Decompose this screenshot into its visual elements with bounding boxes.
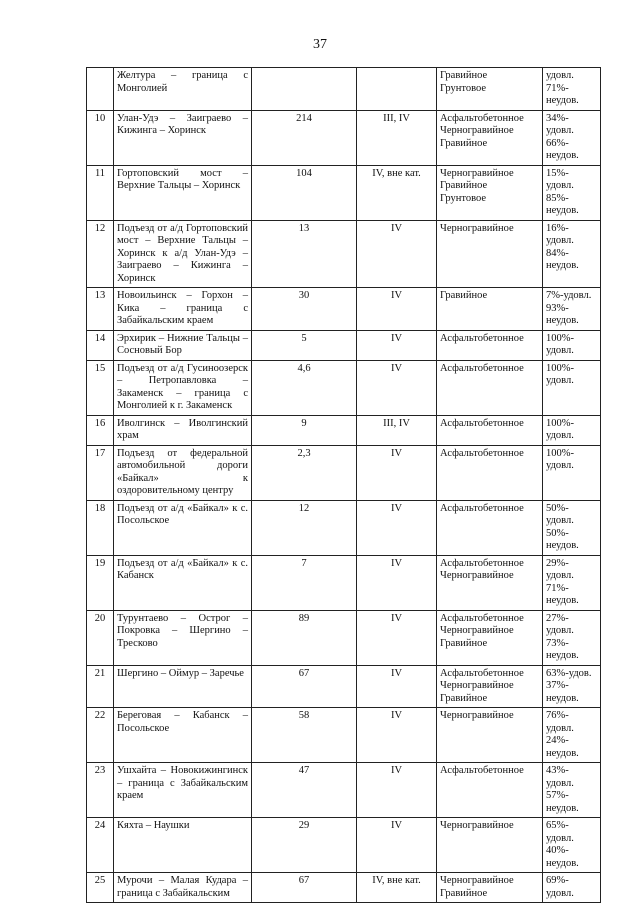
row-number-cell: 19 (87, 555, 114, 610)
surface-type-item: Черногравийное (440, 570, 514, 581)
condition-cell (543, 330, 601, 360)
road-length-cell: 30 (252, 288, 357, 331)
condition-cell (543, 610, 601, 665)
condition-cell (543, 415, 601, 445)
surface-type-item: Гравийное (440, 887, 488, 899)
road-length-cell: 12 (252, 500, 357, 555)
road-category-cell: IV (357, 445, 437, 500)
road-category-cell: IV, вне кат. (357, 873, 437, 903)
road-name-cell: Желтура – граница с Монголией (114, 68, 252, 111)
surface-type-item: Черногравийное (440, 875, 514, 886)
surface-type-cell (437, 500, 543, 555)
condition-cell (543, 288, 601, 331)
condition-cell (543, 708, 601, 763)
surface-type-cell (437, 110, 543, 165)
condition-item: 73%- (546, 637, 569, 649)
road-name-cell: Новоильинск – Горхон – Кика – граница с Забайкальским краем (114, 288, 252, 331)
road-name-cell: Подъезд от а/д Гортоповский мост – Верхние Тальцы – Хоринск к а/д Улан-Удэ – Заиграево – Кижинга – Хоринск (114, 220, 252, 288)
road-name-cell: Подъезд от а/д «Байкал» к с. Кабанск (114, 555, 252, 610)
row-number-cell: 15 (87, 360, 114, 415)
table-row (87, 610, 601, 665)
condition-item: удовл. (546, 430, 574, 441)
surface-type-cell (437, 288, 543, 331)
road-length-cell: 67 (252, 873, 357, 903)
row-number-cell: 20 (87, 610, 114, 665)
condition-item: неудов. (546, 650, 579, 661)
row-number-cell: 16 (87, 415, 114, 445)
condition-item: 40%- (546, 845, 569, 856)
surface-type-item: Черногравийное (440, 222, 514, 234)
table-row (87, 288, 601, 331)
table-row (87, 818, 601, 873)
condition-item: 100%- (546, 447, 574, 459)
surface-type-item: Черногравийное (440, 680, 514, 691)
road-length-cell: 13 (252, 220, 357, 288)
row-number-cell: 25 (87, 873, 114, 903)
surface-type-cell (437, 415, 543, 445)
table-row (87, 665, 601, 708)
road-length-cell: 214 (252, 110, 357, 165)
road-name-cell: Иволгинск – Иволгинский храм (114, 415, 252, 445)
condition-item: удовл. (546, 125, 574, 136)
surface-type-item: Асфальтобетонное (440, 612, 524, 624)
road-length-cell: 58 (252, 708, 357, 763)
condition-item: неудов. (546, 315, 579, 326)
surface-type-cell (437, 708, 543, 763)
road-length-cell: 47 (252, 763, 357, 818)
surface-type-cell (437, 610, 543, 665)
condition-item: 65%- (546, 820, 569, 831)
surface-type-cell (437, 818, 543, 873)
surface-type-item: Черногравийное (440, 167, 514, 179)
road-name-cell: Подъезд от а/д «Байкал» к с. Посольское (114, 500, 252, 555)
condition-item: удовл. (546, 345, 574, 356)
table-row (87, 415, 601, 445)
table-row (87, 330, 601, 360)
surface-type-item: Черногравийное (440, 710, 514, 721)
road-length-cell: 89 (252, 610, 357, 665)
surface-type-cell (437, 360, 543, 415)
road-category-cell: IV (357, 288, 437, 331)
condition-cell (543, 665, 601, 708)
road-name-cell: Береговая – Кабанск – Посольское (114, 708, 252, 763)
roads-table-body (87, 68, 601, 903)
road-category-cell (357, 68, 437, 111)
surface-type-cell (437, 330, 543, 360)
surface-type-item: Гравийное (440, 70, 488, 81)
condition-item: удовл. (546, 722, 574, 734)
row-number-cell: 21 (87, 665, 114, 708)
condition-item: 57%- (546, 790, 569, 801)
condition-item: 27%- (546, 612, 569, 624)
condition-item: 100%- (546, 362, 574, 374)
condition-item: неудов. (546, 747, 579, 759)
condition-item: 29%- (546, 557, 569, 569)
condition-item: 15%- (546, 167, 569, 179)
road-category-cell: IV (357, 610, 437, 665)
surface-type-item: Гравийное (440, 137, 488, 149)
table-row (87, 165, 601, 220)
condition-cell (543, 555, 601, 610)
table-row (87, 555, 601, 610)
surface-type-item: Асфальтобетонное (440, 362, 524, 374)
road-name-cell: Подъезд от а/д Гусиноозерск – Петропавловка – Закаменск – граница с Монголией к г. Закаменск (114, 360, 252, 415)
condition-item: неудов. (546, 205, 579, 216)
surface-type-item: Черногравийное (440, 820, 514, 831)
condition-cell (543, 110, 601, 165)
road-name-cell: Мурочи – Малая Кудара – граница с Забайкальским (114, 873, 252, 903)
surface-type-item: Асфальтобетонное (440, 667, 524, 679)
condition-item: 93%- (546, 302, 569, 314)
condition-item: неудов. (546, 150, 579, 161)
condition-item: 24%- (546, 735, 569, 746)
surface-type-item: Гравийное (440, 290, 488, 301)
table-row (87, 110, 601, 165)
row-number-cell (87, 68, 114, 111)
surface-type-item: Асфальтобетонное (440, 447, 524, 459)
surface-type-item: Гравийное (440, 692, 488, 704)
surface-type-item: Асфальтобетонное (440, 332, 524, 344)
condition-item: удовл. (546, 887, 574, 899)
condition-cell (543, 818, 601, 873)
condition-item: 71%- (546, 82, 569, 94)
condition-item: удовл. (546, 570, 574, 581)
road-category-cell: III, IV (357, 415, 437, 445)
condition-item: 66%- (546, 137, 569, 149)
road-category-cell: IV, вне кат. (357, 165, 437, 220)
condition-item: 100%- (546, 417, 574, 429)
surface-type-item: Черногравийное (440, 625, 514, 636)
surface-type-item: Асфальтобетонное (440, 502, 524, 514)
row-number-cell: 13 (87, 288, 114, 331)
condition-cell (543, 220, 601, 288)
table-row (87, 220, 601, 288)
condition-item: неудов. (546, 802, 579, 814)
road-name-cell: Улан-Удэ – Заиграево – Кижинга – Хоринск (114, 110, 252, 165)
surface-type-item: Асфальтобетонное (440, 557, 524, 569)
table-row (87, 445, 601, 500)
condition-item: удовл. (546, 515, 574, 526)
surface-type-item: Асфальтобетонное (440, 765, 524, 776)
condition-item: удовл. (546, 180, 574, 191)
table-row (87, 763, 601, 818)
road-category-cell: IV (357, 360, 437, 415)
condition-item: неудов. (546, 95, 579, 106)
surface-type-cell (437, 763, 543, 818)
condition-cell (543, 445, 601, 500)
condition-item: 84%- (546, 247, 569, 259)
condition-item: удовл. (546, 375, 574, 386)
road-category-cell: IV (357, 500, 437, 555)
road-category-cell: IV (357, 220, 437, 288)
road-length-cell: 9 (252, 415, 357, 445)
road-length-cell: 29 (252, 818, 357, 873)
surface-type-cell (437, 873, 543, 903)
page-number: 37 (313, 37, 327, 52)
road-name-cell: Подъезд от федеральной автомобильной дороги «Байкал» к оздоровительному центру (114, 445, 252, 500)
row-number-cell: 11 (87, 165, 114, 220)
condition-item: 50%- (546, 502, 569, 514)
row-number-cell: 23 (87, 763, 114, 818)
road-category-cell: IV (357, 763, 437, 818)
condition-item: 71%- (546, 582, 569, 594)
road-category-cell: IV (357, 708, 437, 763)
road-length-cell: 104 (252, 165, 357, 220)
table-row (87, 360, 601, 415)
condition-cell (543, 165, 601, 220)
surface-type-cell (437, 68, 543, 111)
condition-item: 16%- (546, 222, 569, 234)
surface-type-item: Асфальтобетонное (440, 112, 524, 124)
row-number-cell: 10 (87, 110, 114, 165)
condition-item: удовл. (546, 235, 574, 246)
row-number-cell: 17 (87, 445, 114, 500)
row-number-cell: 12 (87, 220, 114, 288)
surface-type-item: Асфальтобетонное (440, 417, 524, 429)
surface-type-cell (437, 665, 543, 708)
table-row (87, 708, 601, 763)
road-length-cell (252, 68, 357, 111)
surface-type-item: Гравийное (440, 637, 488, 649)
condition-cell (543, 873, 601, 903)
road-name-cell: Гортоповский мост – Верхние Тальцы – Хоринск (114, 165, 252, 220)
condition-item: неудов. (546, 692, 579, 704)
condition-item: удовл. (546, 460, 574, 471)
condition-item: 34%- (546, 112, 569, 124)
condition-item: удовл. (546, 70, 574, 81)
condition-item: 85%- (546, 192, 569, 204)
road-length-cell: 67 (252, 665, 357, 708)
surface-type-cell (437, 555, 543, 610)
condition-item: неудов. (546, 595, 579, 606)
condition-item: удовл. (546, 777, 574, 789)
road-length-cell: 2,3 (252, 445, 357, 500)
condition-cell (543, 500, 601, 555)
condition-item: 100%- (546, 332, 574, 344)
row-number-cell: 24 (87, 818, 114, 873)
road-category-cell: IV (357, 665, 437, 708)
surface-type-cell (437, 220, 543, 288)
condition-item: 7%-удовл. (546, 290, 592, 301)
road-name-cell: Эрхирик – Нижние Тальцы – Сосновый Бор (114, 330, 252, 360)
condition-item: 43%- (546, 765, 569, 776)
surface-type-item: Грунтовое (440, 192, 487, 204)
row-number-cell: 22 (87, 708, 114, 763)
road-length-cell: 4,6 (252, 360, 357, 415)
surface-type-cell (437, 165, 543, 220)
condition-item: 37%- (546, 680, 569, 691)
row-number-cell: 18 (87, 500, 114, 555)
road-name-cell: Шергино – Оймур – Заречье (114, 665, 252, 708)
road-category-cell: IV (357, 330, 437, 360)
road-category-cell: IV (357, 555, 437, 610)
row-number-cell: 14 (87, 330, 114, 360)
condition-item: 69%- (546, 875, 569, 886)
road-name-cell: Ушхайта – Новокижингинск – граница с Забайкальским краем (114, 763, 252, 818)
condition-cell (543, 763, 601, 818)
roads-table (86, 67, 601, 903)
road-category-cell: IV (357, 818, 437, 873)
surface-type-cell (437, 445, 543, 500)
condition-item: 63%-удов. (546, 667, 592, 679)
condition-item: неудов. (546, 540, 579, 551)
surface-type-item: Черногравийное (440, 125, 514, 136)
condition-cell (543, 68, 601, 111)
condition-item: неудов. (546, 857, 579, 869)
table-row (87, 68, 601, 111)
table-row (87, 500, 601, 555)
road-length-cell: 7 (252, 555, 357, 610)
surface-type-item: Гравийное (440, 180, 488, 191)
condition-item: удовл. (546, 625, 574, 636)
road-length-cell: 5 (252, 330, 357, 360)
condition-item: неудов. (546, 260, 579, 271)
road-name-cell: Турунтаево – Острог – Покровка – Шергино – Тресково (114, 610, 252, 665)
road-category-cell: III, IV (357, 110, 437, 165)
condition-item: удовл. (546, 832, 574, 844)
condition-item: 76%- (546, 710, 569, 721)
surface-type-item: Грунтовое (440, 82, 487, 94)
condition-item: 50%- (546, 527, 569, 539)
condition-cell (543, 360, 601, 415)
table-row (87, 873, 601, 903)
road-name-cell: Кяхта – Наушки (114, 818, 252, 873)
